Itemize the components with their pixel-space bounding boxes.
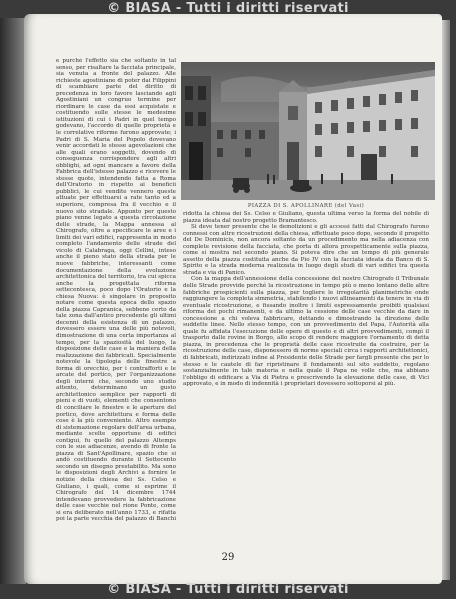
book-binding: [0, 18, 26, 584]
right-paragraph-2: Si deve tener presente che le demolizioni e gli accessi fatti dal Chirografo furono connessi con altre ricostruzioni della chiesa, effettuate poco dopo, secondo il progetto del De Dominicis, non ancora soltanto da un procedimento ma nella adiacenza con complete revisione della facciata, che porta di allora prospetticamente sulla piazza, come si mostra nel secondo piano. Si poteva dire che un tempo di più generale assetto della piazza costituita anche da Pio IV con la facciata ideata da Banco di S. Spirito e la strada moderna realizzata in luogo degli studi di vari edifici tra questa strada e via di Panico.: [183, 224, 429, 276]
figure-caption: PIAZZA DI S. APOLLINARE (del Vasi): [247, 203, 365, 209]
left-column-text: e purché l'effetto sia che soltanto in tal senso, per risaltare la facciata principale, sia venuta a fronte del palazzo. Alle richieste agostiniane di poter dai Filippini di scambiare parte del diritto di precedenza in loro favore lasciando agli Agostiniani un congruo termine per riordinare le case da essi acquistate e costituendo sulle stesse le medesime istituzioni di cui i Padri in quel tempo godevano, l'accordo di quelle proprietà e le correlative riforme furono approvate; i Padri di S. Maria del Popolo dovevano venir accordati le stesse agevolazioni che alle quali erano soggetti, dovendo di conseguenza corrispondere agli altri obblighi, ad ogni mancare a favore della Fabbrica dell'istesso palazzo e ricevere le stesse quote, intendendo fatta a Roma dell'Oratorio in rispetto ai beneficii pubblici, le cui vendite vennero queste attuate per effettuarsi a rate tanto ed a superiore, compresa fra il vecchio e il nuovo sito stradale. Appunto per questo piano venne legato a questa circolazione delle strade, la Mappa annessa al Chirografo, oltre a specificare le aree e i limiti dei vari edifici, rappresenta in modo completo l'andamento delle strade del vicolo di Calabraga, oggi Cellini, inteso anche il pieno stato della strada per le nuove fabbriche, interessanti come documentazione della evoluzione architettonica del territorio, tra cui spicca anche la progettata riforma settecentesca, poco dopo l'Oratorio e la chiesa Nuova: è singolare in proposito notare come questa epoca dello spazio della piazza Capranica, sebbene certo da tale zona dall'antico precedente gli ultimi decenni della esistenza di un palazzo, dovessero essere una delle più notevoli, dimostrazione di una certa importanza al tempo, per la spaziosità del luogo, la disposizione delle case e la maniera della realizzazione dei fabbricati. Specialmente notevole la tipologia delle finestre a forma di orecchio, per i contrafforti e le arcate del portico, per l'organizzazione degli interni che, secondo uno studio attento, determinano un gusto architettonico semplice per rapporti di pieni e di vuoti, elementi che consentono di conciliare le finestre e le aperture del portico, dove architettura e forma delle cose è la più conveniente. Altro esempio di sistemazione regolare dell'area urbana, mediante scelte opportune di edifici contigui, fu quello del palazzo Altemps con le sue adiacenze, avendo di fronte la piazza di Sant'Apollinare, spazio che si andò costituendo durante il Settecento secondo un disegno prestabilito. Ma sono le disposizioni degli Archivi a fornire le notizie della chiesa dei Ss. Celso e Giuliano, i quali, come si esprime il Chirografo del 14 dicembre 1744 intendevano provvedere la fabbricazione delle case vecchie nel rione Ponte, come si era deliberato nell'anno 1733, e rifatta poi la parte vecchia del palazzo di Banchi: [56, 58, 176, 522]
engraving-figure: [181, 62, 435, 200]
left-text-column: [56, 58, 176, 522]
watermark-top: © BIASA - Tutti i diritti riservati: [107, 1, 349, 16]
page-edge: [442, 20, 450, 580]
right-text-column: [183, 211, 429, 535]
engraving-image: [181, 62, 435, 200]
right-paragraph-3: Con la mappa dell'annessione della concessione del nostro Chirografo il Tribunale delle Strade provvide perché la ricostruzione in tempo più o meno lontano delle altre fabbriche prospicienti sulla piazza, per togliere le irregolarità planimetriche onde raggiungere la completa simmetria, stabilendo i nuovi allineamenti da tenere in via di eventuale ricostruzione, e fissando inoltre i limiti espressamente proibiti qualsiasi riforma dei pochi rimanenti, e da ultimo la cessione delle case vecchie da dare in concessione a chi voleva fabbricare, dettando e dimostrando la direzione delle suddette linee. Nello stesso tempo, con un provvedimento del Papa, l'Autorità alla quale fu affidata l'esecuzione delle opere di questo e di altri provvedimenti, compì il trasporto dalle rovine in Borgo, allo scopo di rendere maggiore l'ornamento di detta piazza, in precedenza che le proprietà delle case ricostruite da costruire, per la ricostruzione delle case, disponessero di norme speciali circa i rapporti architettonici, di fabbricati, indirizzati infine al Presidente delle Strade per fargli presente che per lo stesso e le cautele di far ripristinare il fondamenti sul sito suddetto, regolano sostanzialmente in tale materia e nella quale il Papa ne volle che, ma abbiano l'obbligo di edificare a Via di Pietra e prescrivendo la elevazione delle case, di Vici approvato, e in modo di indennità i proprietari dovessero sottoporsi al più.: [183, 276, 429, 388]
watermark-bottom: © BIASA - Tutti i diritti riservati: [107, 582, 349, 597]
right-paragraph-1: ridotta la chiesa dei Ss. Celso e Giuliano, questa ultima verso la forma del nobile di piazza ideata dal nostro progetto Bramantesco.: [183, 211, 429, 224]
page-number: 29: [221, 552, 235, 563]
